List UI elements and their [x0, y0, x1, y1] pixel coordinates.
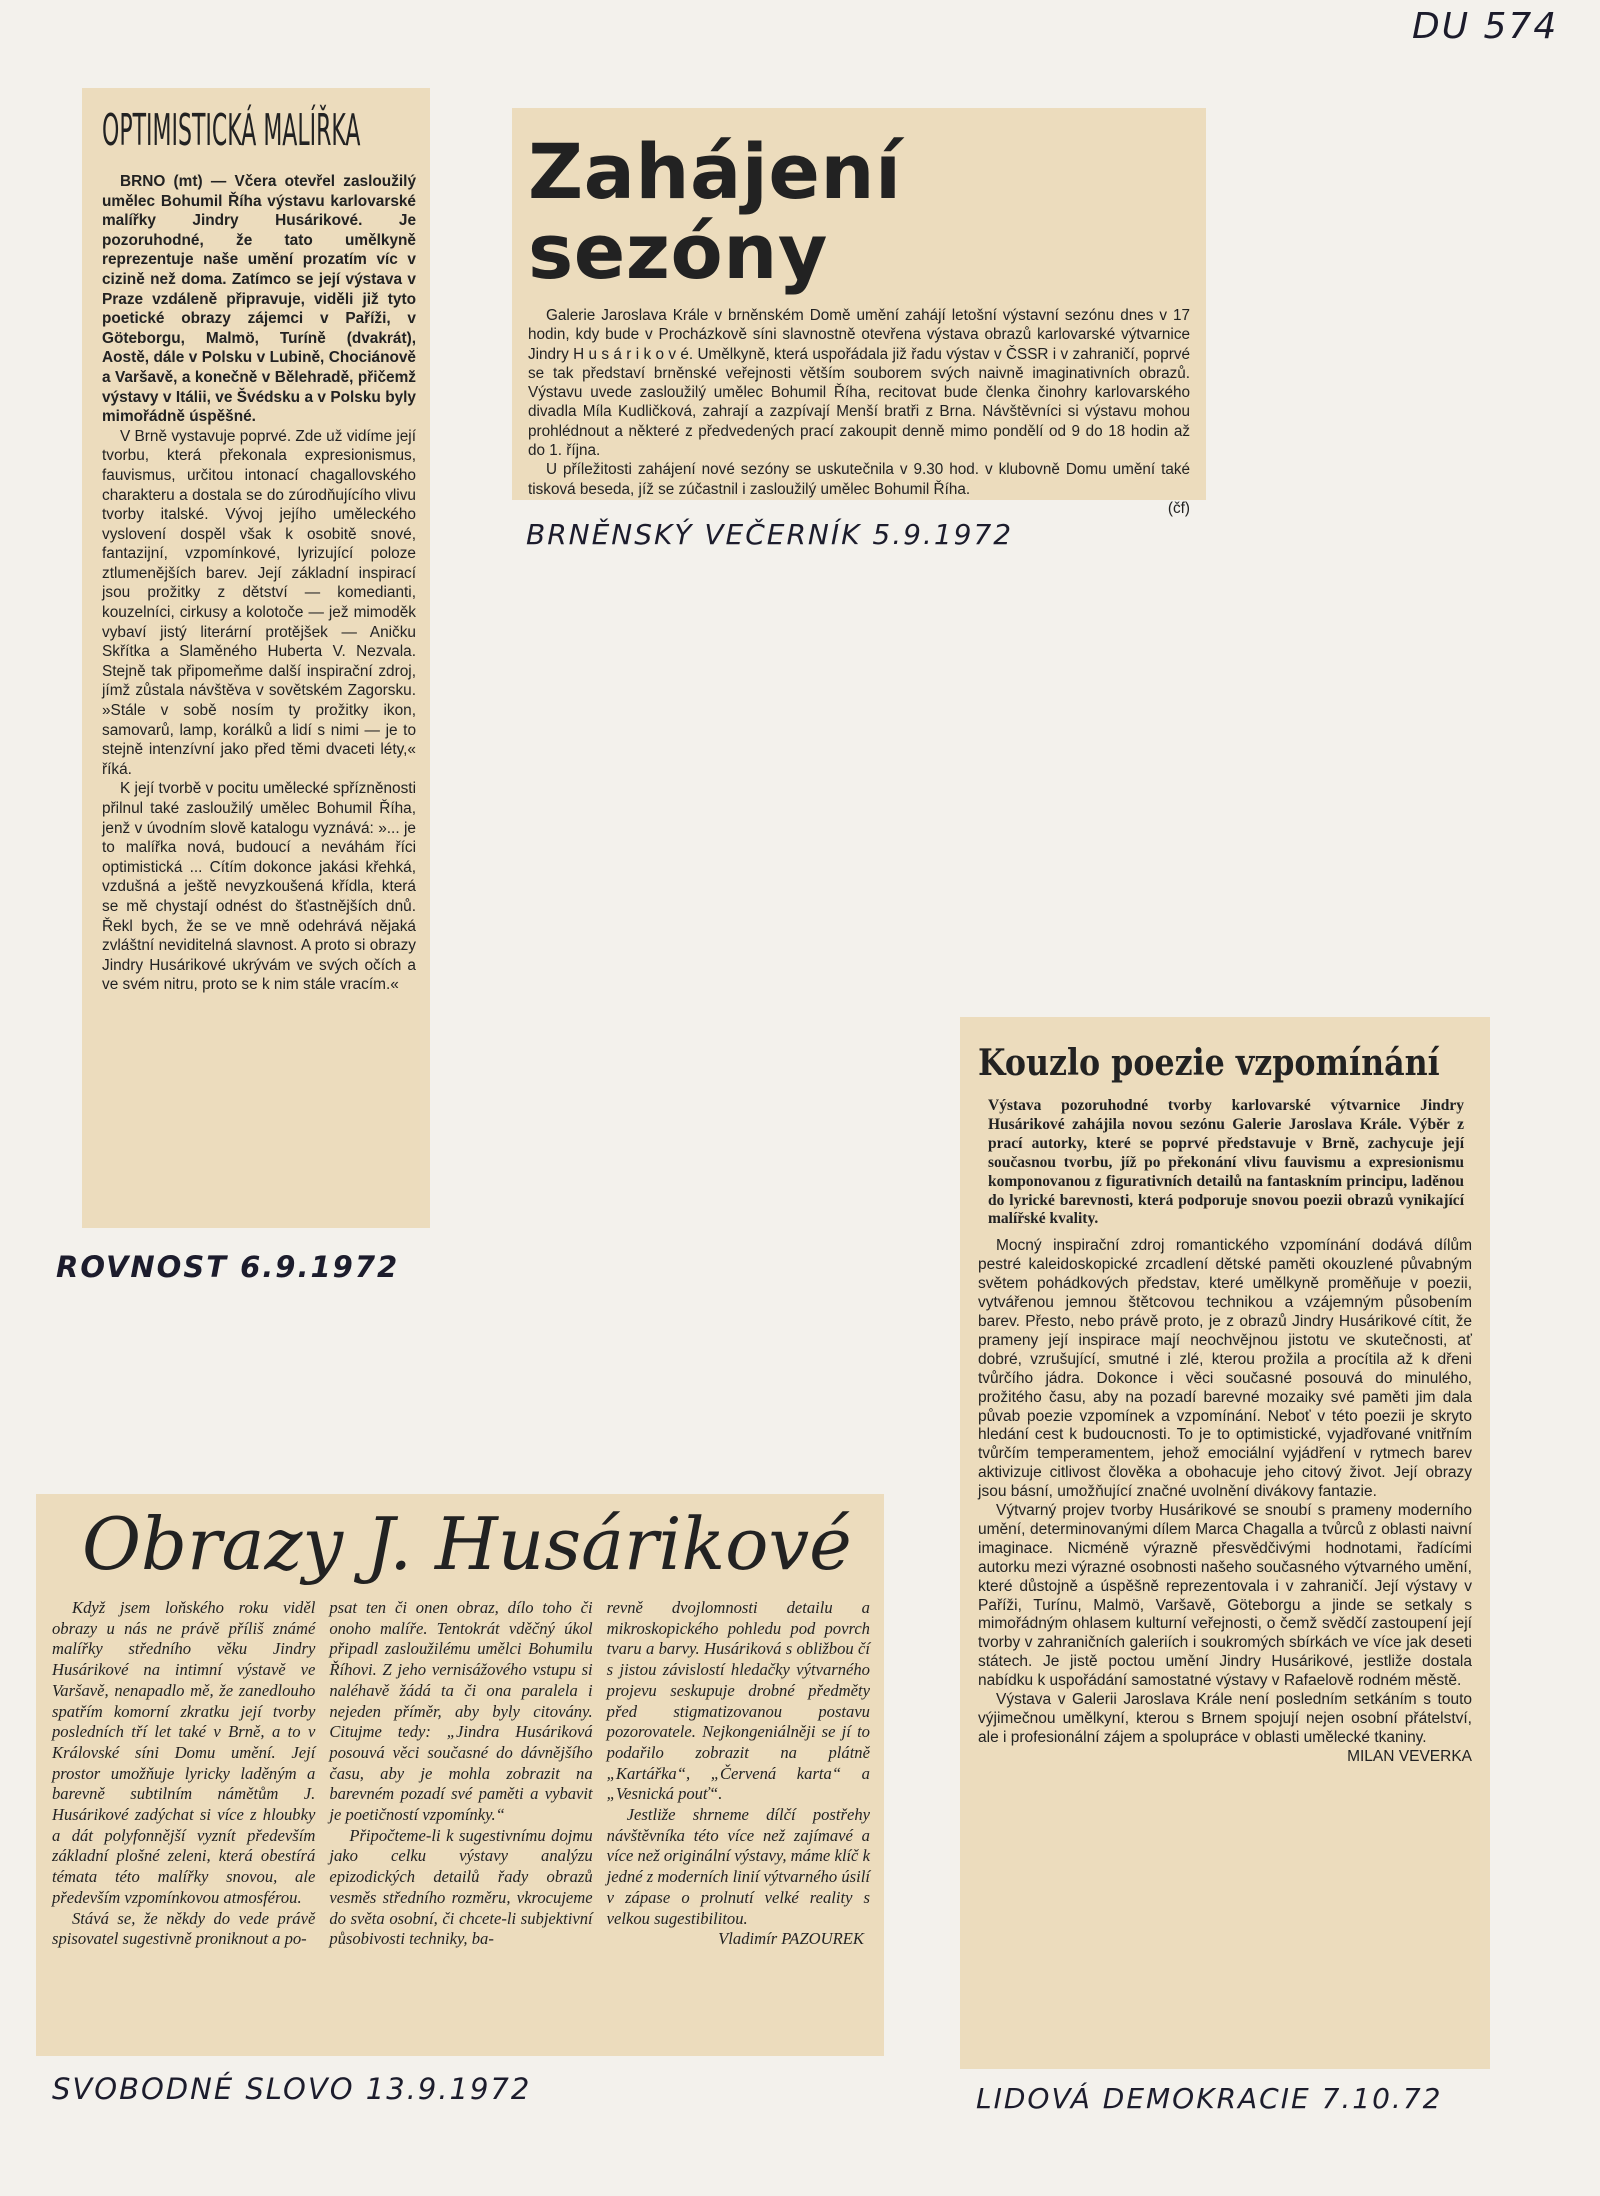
clipping-lidova-demokracie-title: Kouzlo poezie vzpomínání: [978, 1042, 1440, 1084]
annotation-vecernik: BRNĚNSKÝ VEČERNÍK 5.9.1972: [526, 518, 1014, 551]
clipping-rovnost-lead: BRNO (mt) — Včera otevřel zasloužilý umělec Bohumil Říha výstavu karlovarské malířky Jindry Husárikové. Je pozoruhodné, že tato umělkyně reprezentuje naše umění prozatím víc v cizině než doma. Zatímco se její výstava v Praze vzdáleně připravuje, viděli již tyto poetické obrazy zájemci v Paříži, v Göteborgu, Malmö, Turíně (dvakrát), Aostě, dále v Polsku v Lubině, Chociánově a Varšavě, a konečně v Bělehradě, přičemž výstavy v Itálii, ve Švédsku a v Polsku byly mimořádně úspěšné.: [102, 173, 416, 426]
clipping-rovnost-title: OPTIMISTICKÁ MALÍŘKA: [102, 105, 361, 156]
clipping-lidova-demokracie-paragraph: Výstava v Galerii Jaroslava Krále není posledním setkáním s touto výjimečnou umělkyní, kterou s Brnem spojují nejen osobní přátelství, ale i profesionální zájem a spolupráce v oblasti umělecké tkaniny.: [978, 1691, 1472, 1746]
clipping-lidova-demokracie-paragraph: Mocný inspirační zdroj romantického vzpomínání dodává dílům pestré kaleidoskopické zrcadlení dětské paměti okouzlené půvabným světem pohádkových představ, které umělkyně proměňuje v poezii, vytvářenou jemnou štětcovou technikou a vzájemným působením barev. Přesto, nebo právě proto, je z obrazů Jindry Husárikové cítit, že prameny její inspirace mají neochvějnou jistotu ve skutečnosti, ať dobré, vzrušující, smutné i zlé, kterou prožila a procítila až k dřeni tvůrčího jádra. Dokonce i věci současné posouvá do minulého, prožitého času, aby na pozadí barevné mozaiky své paměti jim dala půvab poezie vzpomínek a vzpomínání. Neboť v této poezii je skryto hledání cest k budoucnosti. To je to optimistické, vyjadřované vnitřním tvůrčím temperamentem, jehož emociální vyjádření v rytmech barev aktivizuje citlivost člověka a obohacuje jeho citový život. Její obrazy jsou básní, umožňující značné uvolnění divákovy fantazie.: [978, 1237, 1472, 1501]
clipping-svobodne-slovo: [36, 1494, 884, 2056]
article-column: [329, 1598, 592, 1950]
article-column: [52, 1598, 315, 1950]
clipping-svobodne-slovo-title: Obrazy J. Husárikové: [82, 1502, 852, 1586]
article-column: [607, 1598, 870, 1950]
archive-reference-note: DU 574: [1412, 6, 1559, 47]
clipping-rovnost-paragraph: V Brně vystavuje poprvé. Zde už vidíme její tvorbu, která překonala expresionismus, fauvismus, určitou intonací chagallovského charakteru a dostala se do zúrodňujícího vlivu tvorby italské. Vývoj jejího uměleckého vyslovení dospěl však k osobitě snové, fantazijní, vzpomínkové, lyrizující poloze ztlumenějších barev. Její základní inspirací jsou prožitky z dětství — komedianti, kouzelníci, cirkusy a kolotoče — jež mimoděk vybaví jistý literární protějšek — Aničku Skřítka a Slaměného Huberta V. Nezvala. Stejně tak připomeňme další inspirační zdroj, jímž zůstala návštěva v sovětském Zagorsku. »Stále v sobě nosím ty prožitky ikon, samovarů, lamp, korálků a lidí s nimi — je to stejně intenzívní jako před těmi dvaceti léty,« říká.: [102, 427, 416, 778]
clipping-svobodne-slovo-paragraph: psat ten či onen obraz, dílo toho či onoho malíře. Tentokrát vděčný úkol připadl zasloužilému umělci Bohumilu Říhovi. Z jeho vernisážového vstupu si naléhavě žádá ta či ona paralela i nejeden příměr, aby byly citovány. Citujme tedy: „Jindra Husáriková posouvá věci současné do dávnějšího času, aby je mohla zobrazit na barevném pozadí své paměti a vybavit je poetičností vzpomínky.“: [329, 1598, 593, 1825]
clipping-svobodne-slovo-paragraph: revně dvojlomnosti detailu a mikroskopického pohledu pod povrch tvaru a barvy. Husáriková s obližbou čí s jistou závislostí hledačky výtvarného projevu seskupuje drobné předměty před stigmatizovanou postavu pozorovatele. Nejkongeniálněji se jí to podařilo zobrazit na plátně „Kartářka“, „Červená karta“ a „Vesnická pouť“.: [606, 1598, 870, 1804]
clipping-vecernik-title: Zahájení sezóny: [528, 127, 902, 296]
clipping-vecernik: [512, 108, 1206, 517]
annotation-lidova-demokracie: LIDOVÁ DEMOKRACIE 7.10.72: [976, 2082, 1443, 2115]
clipping-svobodne-slovo-paragraph: Jestliže shrneme dílčí postřehy návštěvníka této více než zajímavé a více než originální výstavy, máme klíč k jedné z moderních linií výtvarného úsilí v zápase o prolnutí velké reality s velkou sugestibilitou.: [606, 1805, 870, 1928]
clipping-lidova-demokracie-lead: Výstava pozoruhodné tvorby karlovarské výtvarnice Jindry Husárikové zahájila novou sezónu Galerie Jaroslava Krále. Výběr z prací autorky, které se poprvé představuje v Brně, zachycuje její současnou tvorbu, jíž po překonání vlivu fauvismu a expresionismu komponovanou z figurativních detailů na fantaskním principu, laděnou do lyrické barevnosti, která podporuje snovou poezii obrazů vynikající malířské kvality.: [988, 1097, 1464, 1228]
clipping-svobodne-slovo-paragraph: Stává se, že někdy do vede právě spisovatel sugestivně proniknout a po-: [52, 1908, 316, 1949]
clipping-lidova-demokracie-author: MILAN VEVERKA: [1347, 1747, 1472, 1765]
annotation-svobodne-slovo: SVOBODNÉ SLOVO 13.9.1972: [52, 2072, 532, 2106]
clipping-rovnost-paragraph: K její tvorbě v pocitu umělecké spřízněnosti přilnul také zasloužilý umělec Bohumil Říha, jenž v úvodním slově katalogu vyznává: »... je to malířka nová, budoucí a neváhám říci optimistická ... Cítím dokonce jakási křehká, vzdušná a ještě nevyzkoušená křídla, která se mě chystají odnést do šťastnějších dnů. Řekl bych, že se ve mně odehrává nějaká zvláštní neviditelná slavnost. A proto si obrazy Jindry Husárikové ukrývám ve svých očích a ve svém nitru, proto se k nim stále vracím.«: [102, 780, 416, 994]
clipping-rovnost: [82, 88, 430, 1228]
clipping-svobodne-slovo-paragraph: Připočteme-li k sugestivnímu dojmu jako celku výstavy analýzu epizodických detailů řady obrazů vesměs středního rozměru, vkrocujeme do světa osobní, či chcete-li subjektivní působivosti techniky, ba-: [329, 1825, 593, 1949]
annotation-rovnost: ROVNOST 6.9.1972: [56, 1250, 400, 1284]
clipping-vecernik-paragraph: U příležitosti zahájení nové sezóny se uskutečnila v 9.30 hod. v klubovně Domu umění také tisková beseda, jíž se zúčastnil i zasloužilý umělec Bohumil Říha.: [528, 461, 1190, 498]
clipping-vecernik-paragraph: Galerie Jaroslava Krále v brněnském Domě umění zahájí letošní výstavní sezónu dnes v 17 hodin, kdy bude v Procházkově síni slavnostně otevřena výstava obrazů karlovarské výtvarnice Jindry H u s á r i k o v é. Umělkyně, která uspořádala již řadu výstav v ČSSR i v zahraničí, poprvé se tak představí brněnské veřejnosti větším souborem svých naivně imaginativních obrazů. Výstavu uvede zasloužilý umělec Bohumil Říha, recitovat bude členka činohry karlovarského divadla Míla Kudličková, zahrají a zazpívají Menší bratři z Brna. Návštěvníci si výstavu mohou prohlédnout a některé z předvedených prací zakoupit denně mimo pondělí od 9 do 18 hodin až do 1. října.: [528, 307, 1190, 460]
clipping-svobodne-slovo-paragraph: Když jsem loňského roku viděl obrazy u nás ne právě příliš známé malířky středního věku Jindry Husárikové na intimní výstavě ve Varšavě, nenapadlo mě, že zanedlouho spatřím komorní zkratku její tvorby posledních tří let také v Brně, a to v Královské síni Domu umění. Její prostor umožňuje lyricky laděným a barevně subtilním námětům J. Husárikové zadýchat si více z hloubky a dát polyfonnější vyznít především základní plošné zeleni, která obestírá témata této malířky snovou, ale především vzpomínkovou atmosférou.: [52, 1598, 316, 1907]
clipping-vecernik-signature: (čf): [1167, 499, 1190, 517]
clipping-lidova-demokracie-paragraph: Výtvarný projev tvorby Husárikové se snoubí s prameny moderního umění, determinovanými dílem Marca Chagalla a tvůrců z oblasti naivní imaginace. Nicméně výrazně přesvědčivými hodnotami, řadícími autorku mezi výrazné osobnosti našeho současného výtvarného umění, které důstojně a úspěšně reprezentovala i v zahraničí. Její výstavy v Paříži, Turínu, Malmö, Varšavě, Göteborgu a jinde se setkaly s mimořádným ohlasem kulturní veřejnosti, o čemž svědčí zastoupení její tvorby v zahraničních galeriích i soukromých sbírkách ve více jak deseti státech. Je jistě poctou umění Jindry Husárikové, jestliže dostala nabídku k uspořádání samostatné výstavy v Rafaelově rodném městě.: [978, 1502, 1472, 1690]
clipping-lidova-demokracie: [960, 1017, 1490, 2069]
clipping-svobodne-slovo-author: Vladimír PAZOUREK: [718, 1929, 864, 1949]
